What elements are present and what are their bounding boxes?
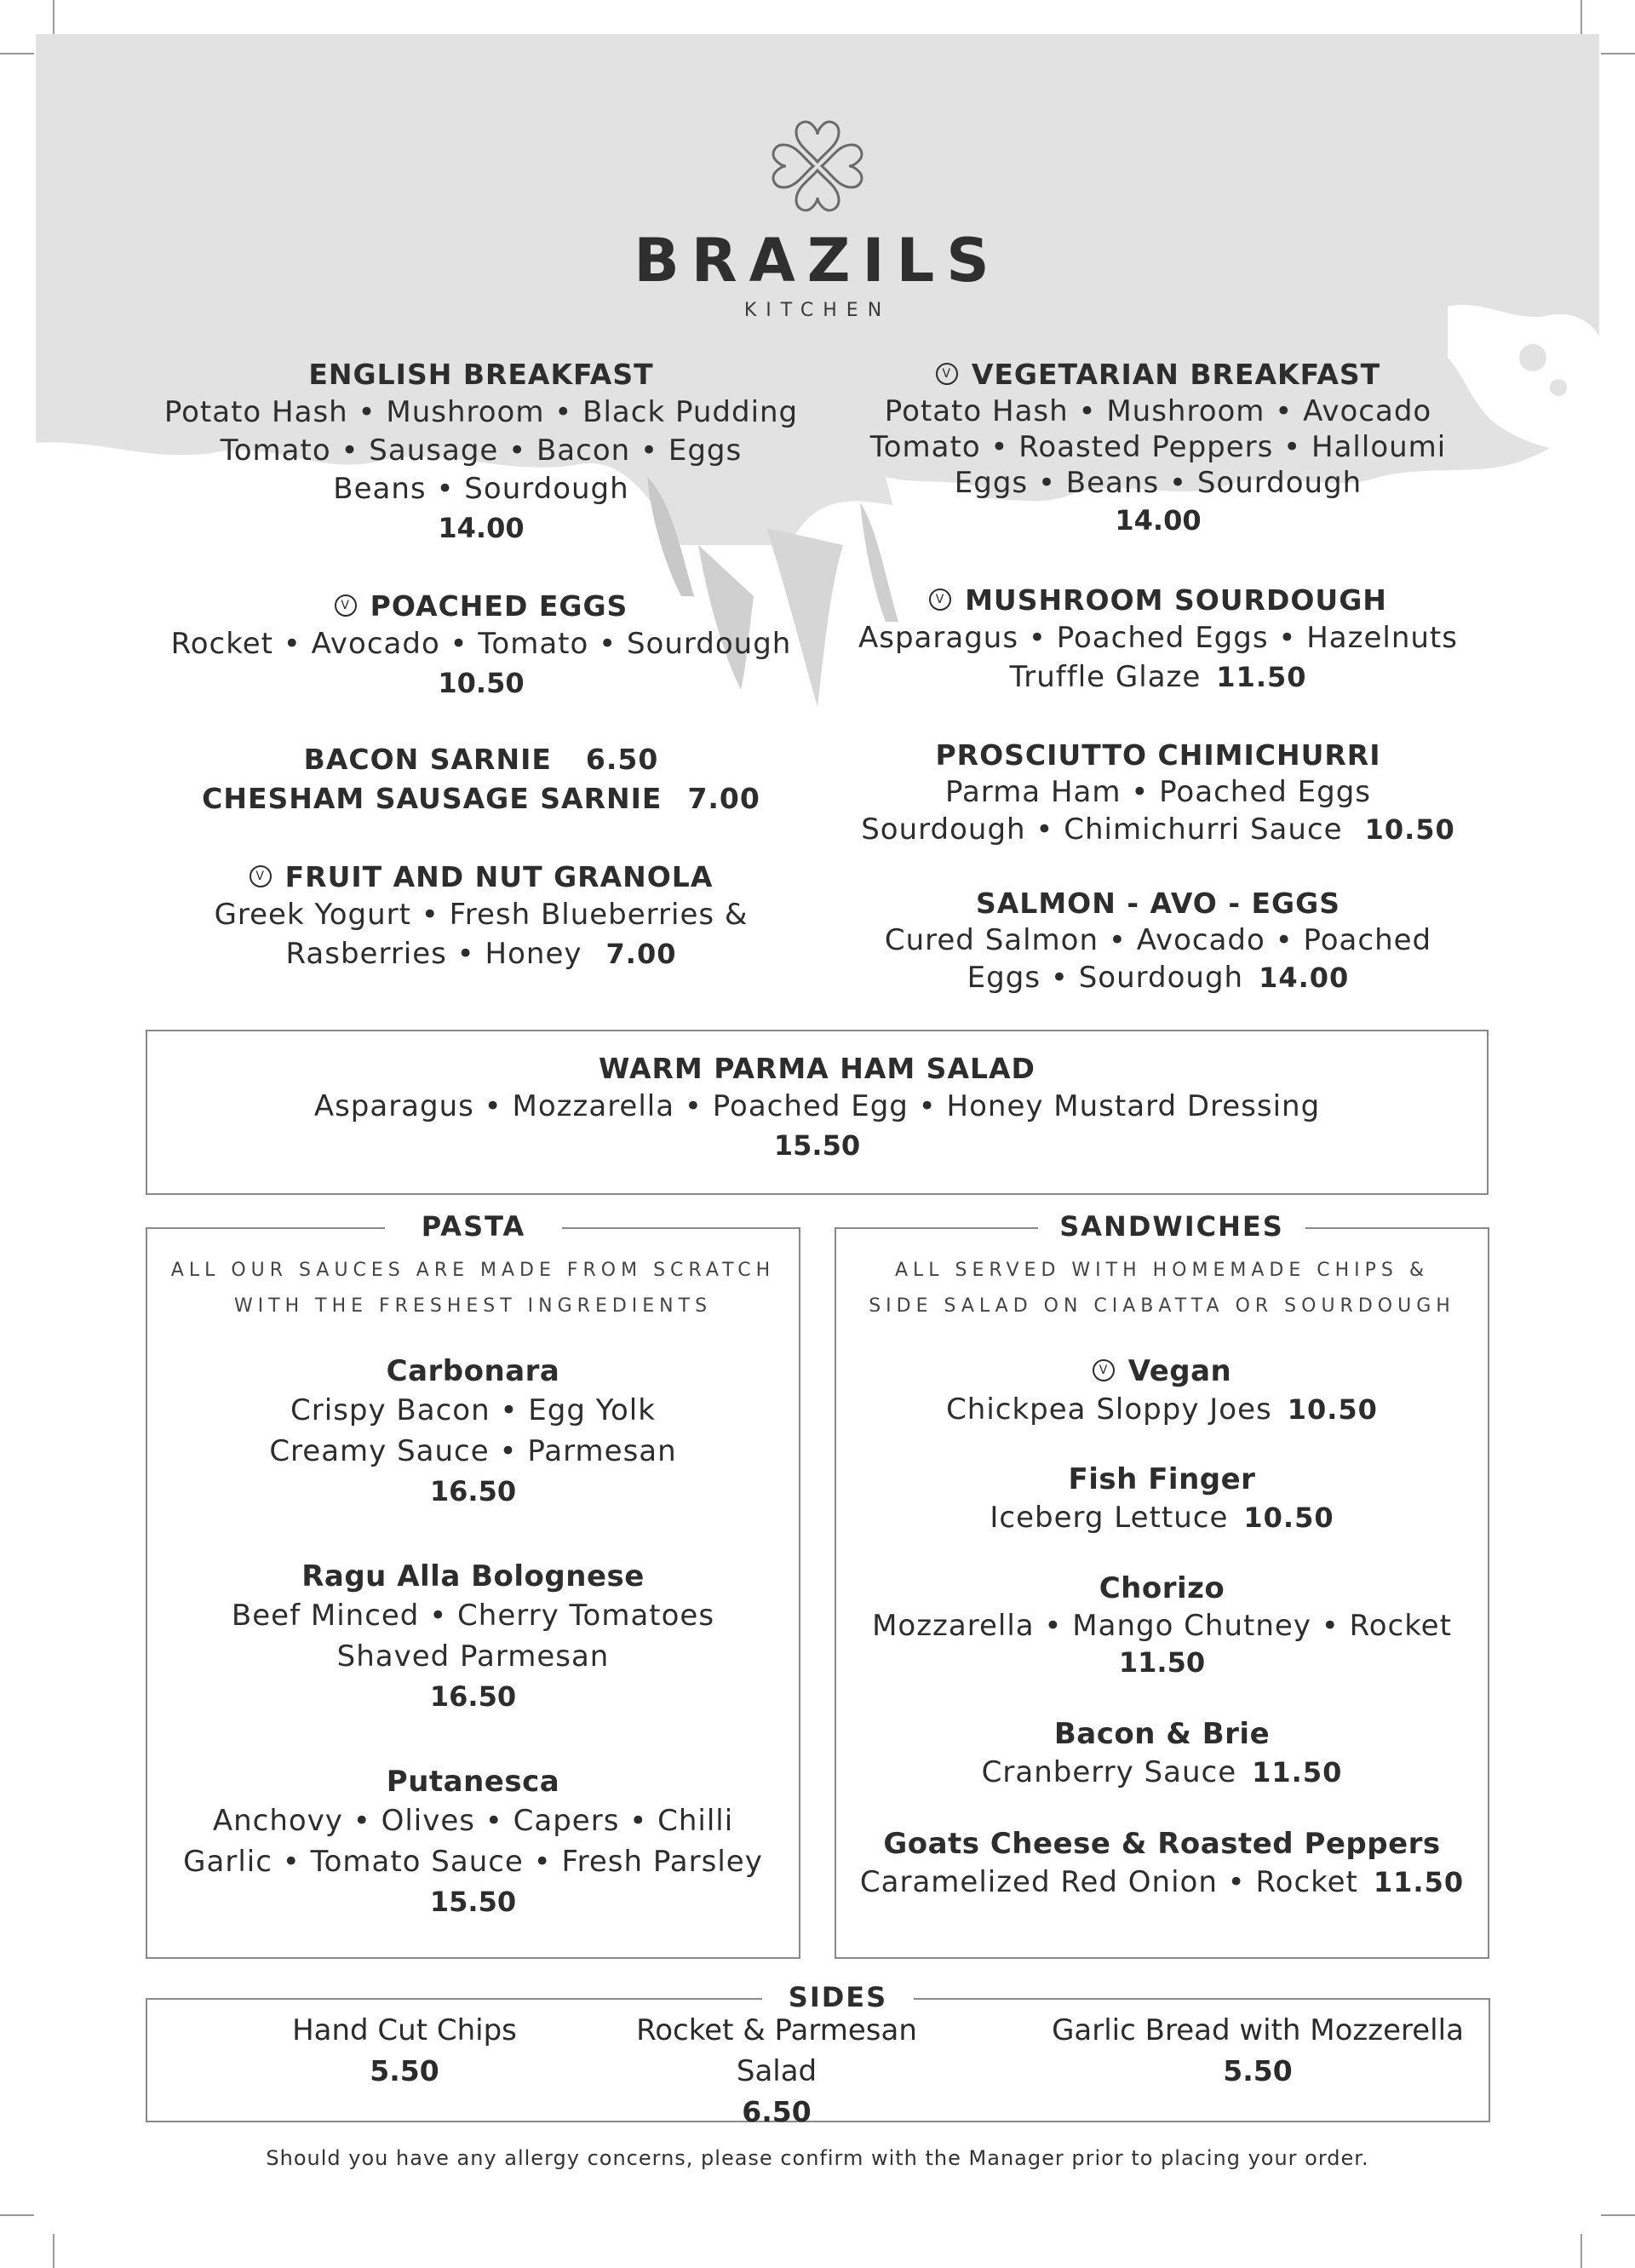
item-description: Truffle Glaze [1009, 660, 1202, 694]
item-price: 10.50 [438, 667, 525, 699]
menu-item-bacon-brie [836, 1715, 1488, 1792]
item-title: Vegan [1127, 1354, 1232, 1388]
item-title: BACON SARNIE [303, 743, 552, 776]
pasta-box [146, 1210, 800, 1959]
item-title: ENGLISH BREAKFAST [308, 358, 654, 391]
side-price: 6.50 [742, 2095, 812, 2128]
menu-item-vegetarian-breakfast [835, 356, 1482, 540]
vegetarian-icon: V [929, 589, 951, 611]
item-price: 15.50 [429, 1886, 517, 1918]
item-title: PROSCIUTTO CHIMICHURRI [935, 738, 1381, 772]
section-note [836, 1253, 1488, 1324]
item-price: 7.00 [687, 782, 760, 815]
item-description: Shaved Parmesan [336, 1639, 610, 1674]
side-price: 5.50 [1223, 2054, 1293, 2087]
sandwiches-box [835, 1210, 1489, 1959]
item-description: Creamy Sauce • Parmesan [269, 1434, 677, 1468]
item-description: Asparagus • Mozzarella • Poached Egg • Honey Mustard Dressing [313, 1089, 1321, 1123]
menu-item-sarnies [136, 741, 826, 818]
salad-box [146, 1030, 1489, 1195]
item-title: MUSHROOM SOURDOUGH [965, 583, 1387, 617]
crop-mark [0, 2214, 34, 2216]
brand-name: BRAZILS [634, 226, 1001, 296]
item-description: Rasberries • Honey [285, 937, 582, 971]
menu-item-putanesca [147, 1763, 799, 1921]
vegetarian-icon: V [936, 363, 958, 385]
item-description: Chickpea Sloppy Joes [946, 1392, 1272, 1427]
section-title-pasta: PASTA [385, 1210, 562, 1243]
item-price: 11.50 [1373, 1866, 1465, 1898]
vegetarian-icon: V [250, 865, 272, 887]
item-description: Sourdough • Chimichurri Sauce [861, 812, 1343, 847]
item-price: 14.00 [1259, 962, 1350, 994]
item-description: Caramelized Red Onion • Rocket [859, 1865, 1358, 1899]
crop-mark [1580, 2234, 1582, 2268]
item-price: 14.00 [438, 512, 525, 544]
menu-item-salmon-avo-eggs [835, 885, 1482, 997]
sides-box [146, 1981, 1490, 2128]
heart-clover-icon [762, 111, 873, 221]
menu-item-goats-cheese [836, 1825, 1488, 1902]
brand-subtitle: KITCHEN [743, 300, 892, 321]
side-item [598, 2010, 955, 2133]
side-item [226, 2010, 583, 2092]
allergy-notice: Should you have any allergy concerns, please confirm with the Manager prior to placing your order. [266, 2146, 1369, 2170]
item-title: SALMON - AVO - EGGS [976, 887, 1340, 920]
item-title: Putanesca [386, 1765, 560, 1799]
item-description: Rocket • Avocado • Tomato • Sourdough [170, 627, 792, 661]
item-title: CHESHAM SAUSAGE SARNIE [202, 782, 663, 815]
menu-item-poached-eggs [136, 588, 826, 703]
side-name: Garlic Bread with Mozzerella [1052, 2013, 1464, 2047]
menu-item-fish-finger [836, 1461, 1488, 1537]
item-description: Cured Salmon • Avocado • Poached [884, 923, 1432, 957]
item-title: VEGETARIAN BREAKFAST [971, 358, 1381, 391]
note-line: ALL SERVED WITH HOMEMADE CHIPS & [895, 1260, 1429, 1281]
crop-mark [53, 2234, 54, 2268]
item-price: 10.50 [1287, 1393, 1378, 1426]
vegetarian-icon: V [335, 594, 357, 617]
item-price: 16.50 [429, 1680, 517, 1713]
menu-item-granola [136, 858, 826, 973]
menu-item-vegan-sandwich [836, 1352, 1488, 1429]
item-price: 10.50 [1364, 813, 1455, 846]
item-description: Beef Minced • Cherry Tomatoes [231, 1599, 715, 1633]
section-title-sandwiches: SANDWICHES [1038, 1210, 1305, 1243]
item-title: Carbonara [386, 1354, 560, 1388]
item-price: 7.00 [605, 938, 677, 970]
crop-mark [1601, 2214, 1635, 2216]
side-name: Rocket & Parmesan Salad [636, 2013, 917, 2088]
item-price: 6.50 [585, 743, 659, 776]
item-description: Cranberry Sauce [981, 1755, 1237, 1789]
item-description: Iceberg Lettuce [990, 1501, 1229, 1535]
menu-item-warm-parma-ham-salad [147, 1050, 1487, 1165]
section-title-sides: SIDES [762, 1981, 914, 2013]
item-price: 16.50 [429, 1475, 517, 1507]
item-title: WARM PARMA HAM SALAD [599, 1052, 1036, 1085]
item-title: Fish Finger [1068, 1462, 1256, 1496]
vegetarian-icon: V [1093, 1359, 1115, 1381]
side-name: Hand Cut Chips [292, 2013, 517, 2047]
item-title: Bacon & Brie [1053, 1717, 1271, 1751]
item-description: Potato Hash • Mushroom • Black Pudding [164, 395, 799, 429]
menu-item-prosciutto-chimichurri [835, 737, 1482, 849]
item-description: Mozzarella • Mango Chutney • Rocket [872, 1609, 1452, 1643]
item-title: FRUIT AND NUT GRANOLA [284, 860, 714, 893]
note-line: WITH THE FRESHEST INGREDIENTS [233, 1295, 713, 1317]
item-description: Tomato • Sausage • Bacon • Eggs [220, 434, 743, 468]
item-title: Ragu Alla Bolognese [301, 1559, 645, 1593]
item-price: 11.50 [1216, 661, 1307, 693]
item-description: Greek Yogurt • Fresh Blueberries & [214, 898, 749, 932]
item-price: 11.50 [1118, 1646, 1206, 1679]
item-description: Potato Hash • Mushroom • Avocado [884, 394, 1432, 428]
menu-item-carbonara [147, 1352, 799, 1511]
item-description: Asparagus • Poached Eggs • Hazelnuts [858, 621, 1458, 655]
item-title: POACHED EGGS [370, 589, 628, 623]
item-description: Garlic • Tomato Sauce • Fresh Parsley [183, 1845, 763, 1879]
item-price: 11.50 [1252, 1756, 1343, 1789]
side-price: 5.50 [370, 2054, 439, 2087]
item-price: 14.00 [1115, 504, 1202, 537]
item-description: Eggs • Beans • Sourdough [954, 466, 1362, 500]
item-description: Crispy Bacon • Egg Yolk [290, 1393, 656, 1427]
menu-item-ragu-alla-bolognese [147, 1558, 799, 1716]
section-note [147, 1253, 799, 1324]
item-price: 10.50 [1243, 1501, 1334, 1534]
item-description: Anchovy • Olives • Capers • Chilli [212, 1804, 734, 1838]
menu-item-chorizo [836, 1570, 1488, 1679]
item-description: Beans • Sourdough [333, 472, 629, 506]
item-title: Goats Cheese & Roasted Peppers [883, 1827, 1441, 1861]
menu-item-english-breakfast [136, 356, 826, 548]
logo [0, 111, 1635, 225]
menu-item-mushroom-sourdough [835, 582, 1482, 697]
side-item [1036, 2010, 1479, 2092]
item-description: Eggs • Sourdough [967, 961, 1244, 995]
item-price: 15.50 [773, 1129, 861, 1162]
item-title: Chorizo [1099, 1571, 1225, 1605]
note-line: ALL OUR SAUCES ARE MADE FROM SCRATCH [170, 1260, 776, 1281]
item-description: Parma Ham • Poached Eggs [945, 775, 1371, 809]
note-line: SIDE SALAD ON CIABATTA OR SOURDOUGH [869, 1295, 1455, 1317]
item-description: Tomato • Roasted Peppers • Halloumi [869, 430, 1447, 464]
